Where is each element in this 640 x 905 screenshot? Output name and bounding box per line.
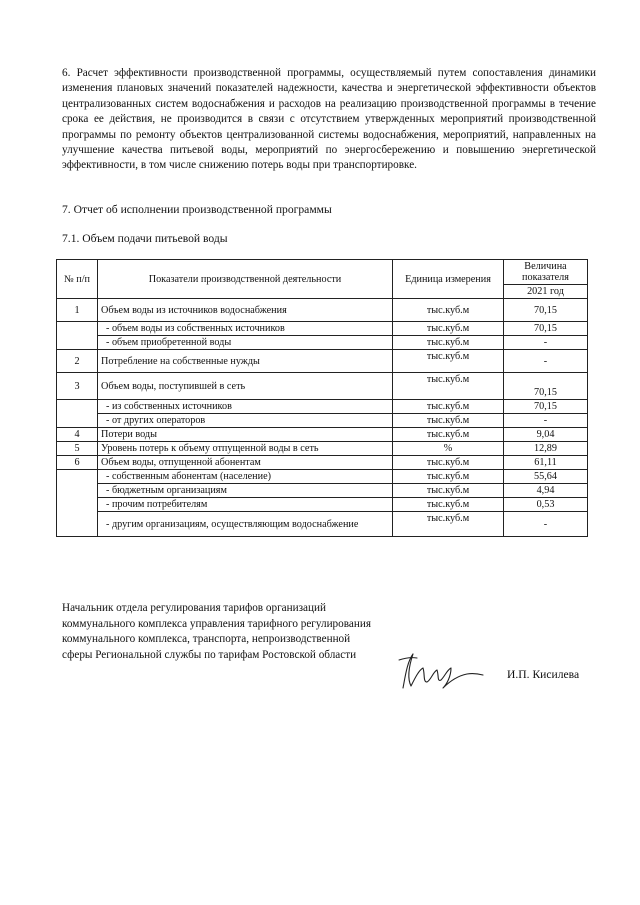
row-value: 0,53 (504, 498, 588, 512)
row-name: Объем воды, поступившей в сеть (98, 373, 393, 400)
row-value: - (504, 350, 588, 373)
row-name: Потери воды (98, 428, 393, 442)
row-num (57, 470, 98, 537)
section-7-1-heading: 7.1. Объем подачи питьевой воды (62, 232, 228, 245)
header-year: 2021 год (504, 285, 588, 299)
row-value: - (504, 512, 588, 537)
row-unit: тыс.куб.м (393, 428, 504, 442)
row-name: - объем воды из собственных источников (98, 322, 393, 336)
row-value: 9,04 (504, 428, 588, 442)
table-row (57, 498, 588, 512)
row-num: 1 (57, 299, 98, 322)
row-unit: тыс.куб.м (393, 484, 504, 498)
row-value: 12,89 (504, 442, 588, 456)
signatory-name: И.П. Кисилева (507, 668, 580, 681)
signatory-position: Начальник отдела регулирования тарифов организаций коммунального комплекса управления тарифного регулирования коммунального комплекса, транспорта, непроизводственной сферы Региональной службы по тарифам Ростовской области (62, 602, 371, 661)
row-unit: тыс.куб.м (393, 350, 504, 373)
row-unit: % (393, 442, 504, 456)
row-value: 70,15 (504, 322, 588, 336)
table-row (57, 428, 588, 442)
row-name: - объем приобретенной воды (98, 336, 393, 350)
table-row (57, 442, 588, 456)
row-num: 5 (57, 442, 98, 456)
row-name: - другим организациям, осуществляющим водоснабжение (98, 512, 393, 537)
row-num: 4 (57, 428, 98, 442)
header-name: Показатели производственной деятельности (98, 260, 393, 299)
row-name: - бюджетным организациям (98, 484, 393, 498)
row-unit: тыс.куб.м (393, 498, 504, 512)
header-value: Величина показателя (504, 260, 588, 285)
row-value: 61,11 (504, 456, 588, 470)
row-name: - из собственных источников (98, 400, 393, 414)
table-row (57, 456, 588, 470)
row-name: Уровень потерь к объему отпущенной воды в сеть (98, 442, 393, 456)
table-header-row (57, 260, 588, 285)
row-name: - от других операторов (98, 414, 393, 428)
table-row (57, 400, 588, 414)
table-row (57, 484, 588, 498)
row-unit: тыс.куб.м (393, 322, 504, 336)
header-num: № п/п (57, 260, 98, 299)
row-unit: тыс.куб.м (393, 414, 504, 428)
row-num: 6 (57, 456, 98, 470)
row-num (57, 400, 98, 428)
section-6-paragraph: 6. Расчет эффективности производственной программы, осуществляемый путем сопоставления динамики изменения плановых значений показателей надежности, качества и энергетической эффективности объектов централизованных систем водоснабжения и расходов на реализацию производственной программы в течение срока ее действия, не производится в связи с отсутствием утвержденных мероприятий производственной программы по ремонту объектов централизованной системы водоснабжения, мероприятий, направленных на улучшение качества питьевой воды, мероприятий по энергосбережению и повышению энергетической эффективности, в том числе снижению потерь воды при транспортировке. (62, 67, 596, 172)
row-unit: тыс.куб.м (393, 456, 504, 470)
row-name: Потребление на собственные нужды (98, 350, 393, 373)
table-row (57, 336, 588, 350)
row-value: 70,15 (504, 373, 588, 400)
row-unit: тыс.куб.м (393, 400, 504, 414)
row-value: 70,15 (504, 400, 588, 414)
row-num: 3 (57, 373, 98, 400)
header-unit: Единица измерения (393, 260, 504, 299)
row-name: Объем воды из источников водоснабжения (98, 299, 393, 322)
row-unit: тыс.куб.м (393, 299, 504, 322)
section-7-heading: 7. Отчет об исполнении производственной программы (62, 203, 332, 216)
table-row (57, 350, 588, 373)
row-name: Объем воды, отпущенной абонентам (98, 456, 393, 470)
row-value: - (504, 336, 588, 350)
table-row (57, 470, 588, 484)
table-row (57, 322, 588, 336)
row-unit: тыс.куб.м (393, 336, 504, 350)
row-value: 4,94 (504, 484, 588, 498)
handwritten-signature-icon (395, 648, 485, 692)
water-supply-table (56, 259, 588, 537)
row-unit: тыс.куб.м (393, 373, 504, 400)
row-value: 70,15 (504, 299, 588, 322)
row-name: - прочим потребителям (98, 498, 393, 512)
row-unit: тыс.куб.м (393, 512, 504, 537)
row-unit: тыс.куб.м (393, 470, 504, 484)
row-value: 55,64 (504, 470, 588, 484)
table-row (57, 373, 588, 400)
table-row (57, 299, 588, 322)
row-num: 2 (57, 350, 98, 373)
row-num (57, 322, 98, 350)
table-row (57, 414, 588, 428)
row-name: - собственным абонентам (население) (98, 470, 393, 484)
table-row (57, 512, 588, 537)
row-value: - (504, 414, 588, 428)
